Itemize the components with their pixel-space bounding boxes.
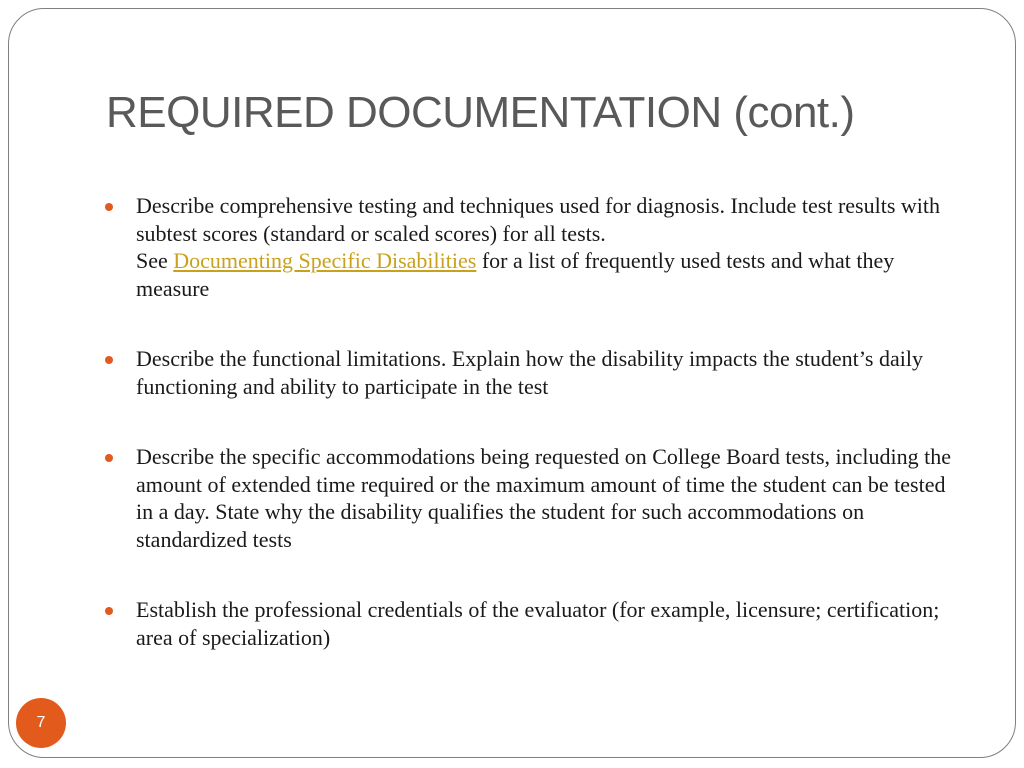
bullet-text: Describe the specific accommodations being requested on College Board tests, including the amount of extended time required or the maximum amount of time the student can be tested in a day. State why the disability qualifies the student for such accommodations on standardized tests (136, 444, 951, 552)
bullet-dot-icon (105, 203, 113, 211)
bullet-text: Establish the professional credentials of the evaluator (for example, licensure; certification; area of specialization) (136, 597, 940, 650)
bullet-dot-icon (105, 607, 113, 615)
bullet-see-line (136, 247, 964, 302)
bullet-text: Describe comprehensive testing and techniques used for diagnosis. Include test results with subtest scores (standard or scaled scores) for all tests. (136, 193, 941, 246)
bullet-item-evaluator-credentials (104, 596, 964, 651)
bullet-dot-icon (105, 454, 113, 462)
see-prefix: See (136, 248, 174, 273)
slide-title: REQUIRED DOCUMENTATION (cont.) (106, 88, 855, 137)
bullet-item-functional-limitations (104, 345, 964, 400)
documenting-specific-disabilities-link[interactable]: Documenting Specific Disabilities (173, 248, 477, 273)
bullet-item-accommodations (104, 443, 964, 553)
page-number-badge: 7 (16, 698, 66, 748)
see-suffix: for a list of frequently used tests and what they measure (136, 248, 895, 301)
bullet-list (104, 192, 964, 651)
bullet-text: Describe the functional limitations. Explain how the disability impacts the student’s daily functioning and ability to participate in the test (136, 346, 923, 399)
bullet-item-diagnostic-testing (104, 192, 964, 302)
bullet-dot-icon (105, 356, 113, 364)
